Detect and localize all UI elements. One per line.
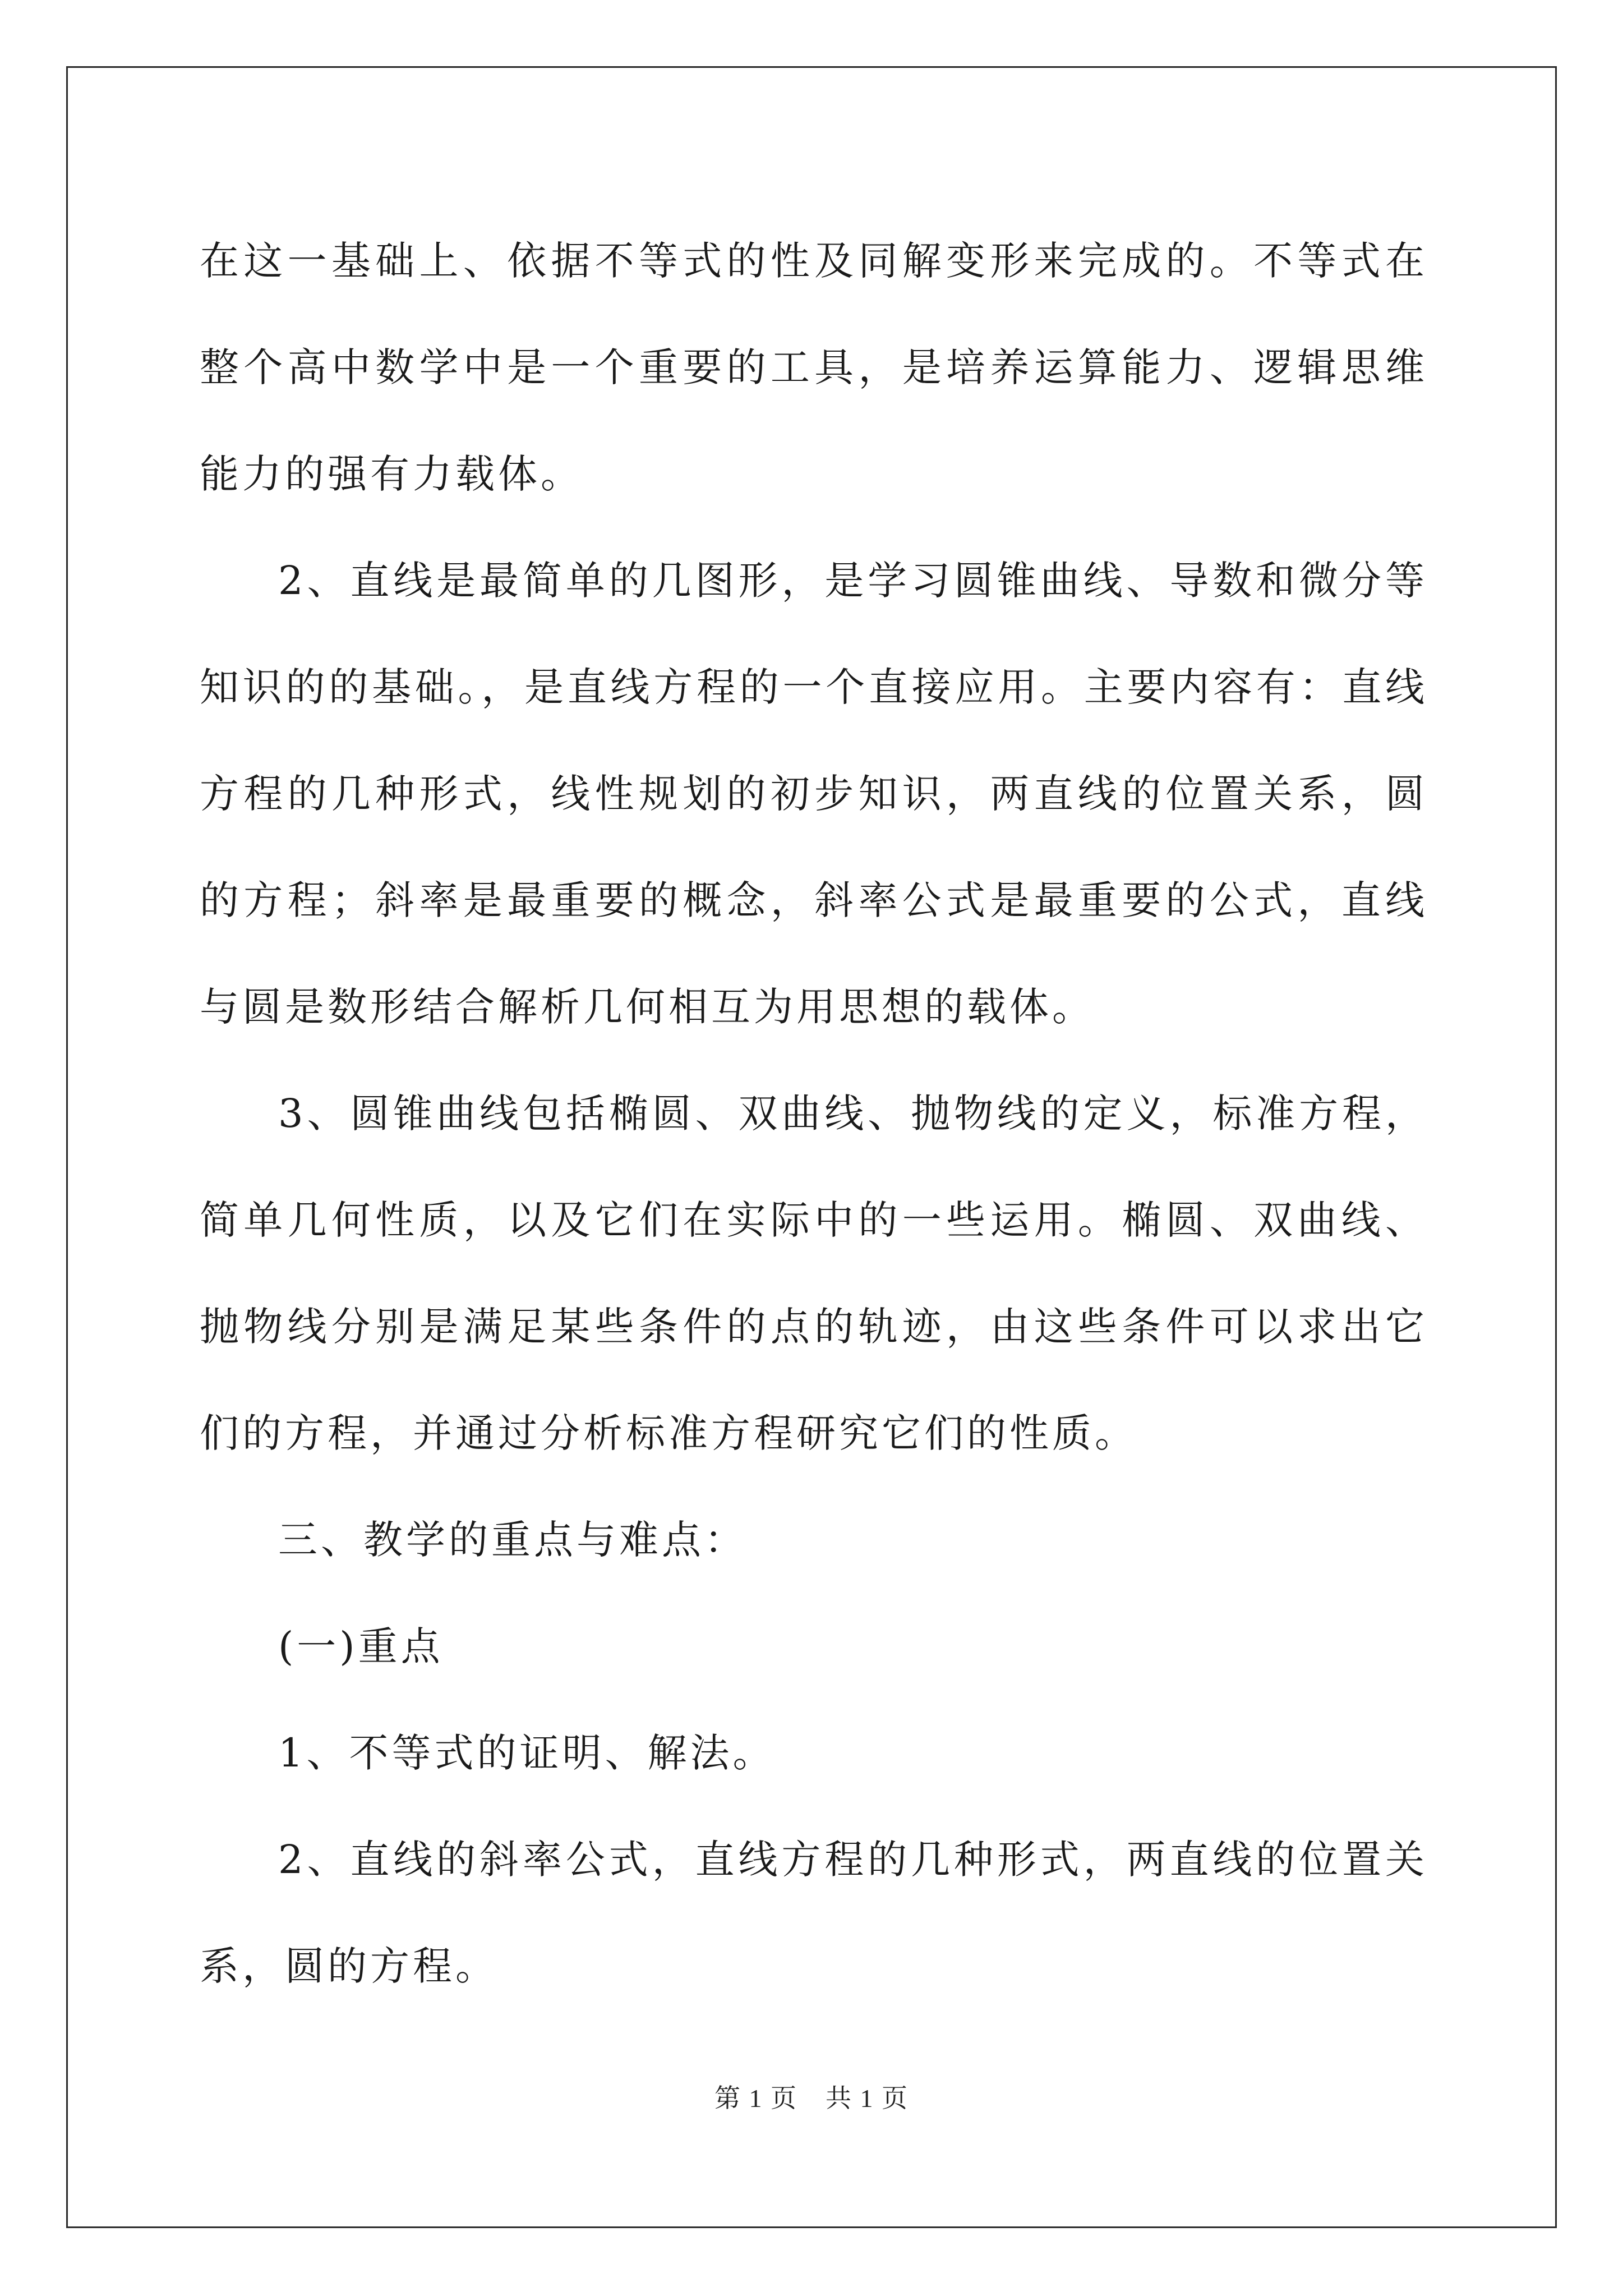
page-number: 第 1 页 <box>714 2084 797 2113</box>
paragraph: 在这一基础上、依据不等式的性及同解变形来完成的。不等式在整个高中数学中是一个重要的工具，是培养运算能力、逻辑思维能力的强有力载体。 <box>200 238 1428 497</box>
list-item: 1、不等式的证明、解法。 <box>278 1730 776 1776</box>
page-total: 共 1 页 <box>826 2084 909 2113</box>
page-footer <box>0 2078 1623 2115</box>
section-heading: 三、教学的重点与难点： <box>278 1517 747 1563</box>
paragraph: 2、直线是最简单的几图形，是学习圆锥曲线、导数和微分等知识的的基础。，是直线方程的一个直接应用。主要内容有：直线方程的几种形式，线性规划的初步知识，两直线的位置关系，圆的方程；斜率是最重要的概念，斜率公式是最重要的公式，直线与圆是数形结合解析几何相互为用思想的载体。 <box>200 558 1428 1030</box>
subsection-heading: (一)重点 <box>278 1623 444 1669</box>
list-item: 2、直线的斜率公式，直线方程的几种形式，两直线的位置关系，圆的方程。 <box>200 1837 1428 1989</box>
document-body <box>200 208 1428 2019</box>
paragraph: 3、圆锥曲线包括椭圆、双曲线、抛物线的定义，标准方程，简单几何性质，以及它们在实际中的一些运用。椭圆、双曲线、抛物线分别是满足某些条件的点的轨迹，由这些条件可以求出它们的方程，并通过分析标准方程研究它们的性质。 <box>200 1091 1428 1456</box>
